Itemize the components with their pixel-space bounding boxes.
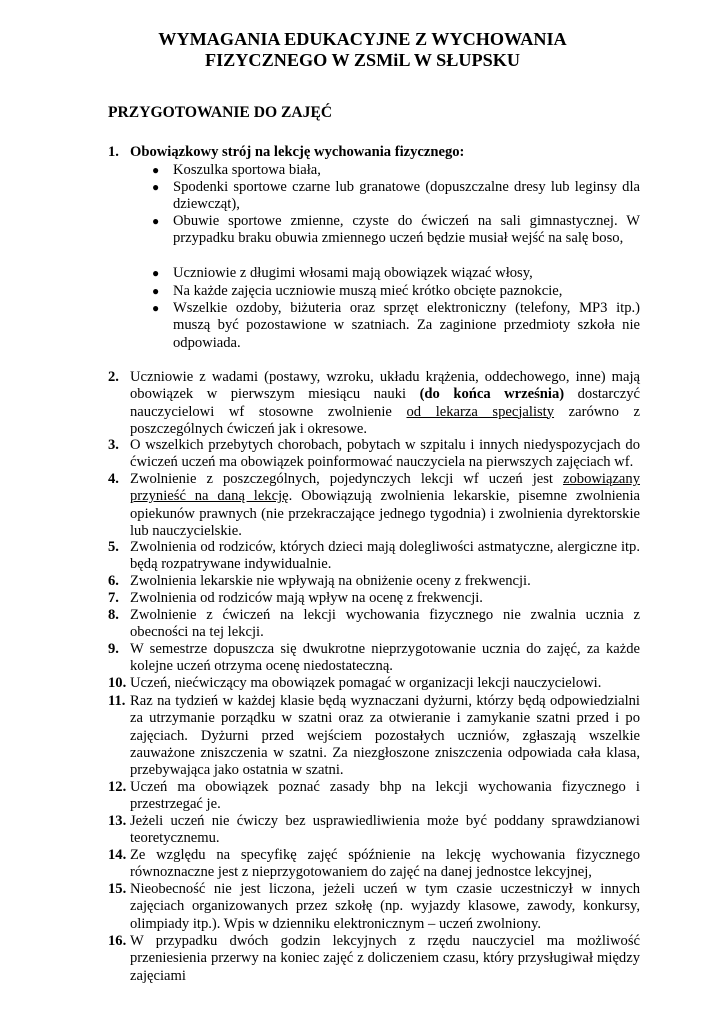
item-text: Nieobecność nie jest liczona, jeżeli uczeń w tym czasie uczestniczył w innych zajęciach organizowanych przez szkołę (np. wyjazdy klasowe, zawody, konkursy, olimpiady itp.). Wpis w dzienniku elektronicznym – uczeń zwolniony. [130,881,640,932]
item-text-part: Zwolnienie z poszczególnych, pojedynczych lekcji wf uczeń jest [130,471,563,487]
item-text: Zwolnienia lekarskie nie wpływają na obniżenie oceny z frekwencji. [130,573,531,589]
item-text: Jeżeli uczeń nie ćwiczy bez usprawiedliwienia może być poddany sprawdzianowi teoretycznemu. [130,813,640,847]
bullet-icon: ● [152,284,160,298]
item-text: Zwolnienia od rodziców, których dzieci mają dolegliwości astmatyczne, alergiczne itp. będą rozpatrywane indywidualnie. [130,539,640,573]
item-text-part: Uczniowie z wadami (postawy, wzroku, układu krążenia, oddechowego, inne) mają obowiązek w pierwszym miesiącu nauki [130,369,640,403]
item-text-bold: (do końca września) [419,386,565,403]
item-number: 14. [108,847,127,863]
bullet-icon: ● [152,301,160,315]
item-text: Uczeń ma obowiązek poznać zasady bhp na lekcji wychowania fizycznego i przestrzegać je. [130,779,640,813]
bullet-icon: ● [152,180,160,194]
item-text: Raz na tydzień w każdej klasie będą wyznaczani dyżurni, którzy będą odpowiedzialni za utrzymanie porządku w szatni oraz za otwieranie i zamykanie szatni przed i po zajęciach. Dyżurni przed wejściem pozostałych uczniów, zgłaszają wszelkie zauważone zniszczenia w szatni. Za niezgłoszone zniszczenia odpowiada cała klasa, przebywająca jako ostatnia w szatni. [130,693,640,779]
item-text: W przypadku dwóch godzin lekcyjnych z rzędu nauczyciel ma możliwość przeniesienia przerwy na koniec zajęć z doliczeniem czasu, który przysługiwał między zajęciami [130,933,640,984]
item-text-part: dostarczyć nauczycielowi wf stosowne zwolnienie [130,386,640,420]
item-number: 13. [108,813,127,829]
item-number: 11. [108,693,126,709]
item-number: 5. [108,539,119,555]
bullet-text: Koszulka sportowa biała, [173,162,321,178]
item-number: 8. [108,607,119,623]
bullet-text: Spodenki sportowe czarne lub granatowe (dopuszczalne dresy lub leginsy dla dziewcząt), [173,179,640,213]
bullet-text: Wszelkie ozdoby, biżuteria oraz sprzęt elektroniczny (telefony, MP3 itp.) muszą być pozostawione w szatniach. Za zaginione przedmioty szkoła nie odpowiada. [173,300,640,351]
item-text: Ze względu na specyfikę zajęć spóźnienie na lekcję wychowania fizycznego równoznaczne jest z nieprzygotowaniem do zajęć na danej jednostce lekcyjnej, [130,847,640,881]
item-number: 9. [108,641,119,657]
item-number: 2. [108,369,119,385]
item-number: 6. [108,573,119,589]
item-text-underlined: zobowiązany przynieść na daną lekcję [130,471,640,505]
bullet-text: Na każde zajęcia uczniowie muszą mieć krótko obcięte paznokcie, [173,283,563,299]
document-title [0,29,725,71]
bullet-text: Obuwie sportowe zmienne, czyste do ćwiczeń na sali gimnastycznej. W przypadku braku obuwia zmiennego uczeń będzie musiał wejść na salę boso, [173,213,640,247]
item-text: O wszelkich przebytych chorobach, pobytach w szpitalu i innych niedyspozycjach do ćwiczeń uczeń ma obowiązek poinformować nauczyciela na pierwszych zajęciach wf. [130,437,640,471]
bullet-icon: ● [152,214,160,228]
bullet-text: Uczniowie z długimi włosami mają obowiązek wiązać włosy, [173,265,533,281]
item-text-part: . Obowiązują zwolnienia lekarskie, pisemne zwolnienia opiekunów prawnych (nie przekraczające jednego tygodnia) i zwolnienia dyrektorskie lub nauczycielskie. [130,488,640,539]
item-text: Uczeń, niećwiczący ma obowiązek pomagać w organizacji lekcji nauczycielowi. [130,675,602,691]
item-number: 16. [108,933,127,949]
section-heading: PRZYGOTOWANIE DO ZAJĘĆ [108,104,333,121]
title-line-2: FIZYCZNEGO W ZSMiL W SŁUPSKU [204,50,520,70]
item-number: 3. [108,437,119,453]
item-number: 4. [108,471,119,487]
item-text-part: zarówno z poszczególnych ćwiczeń jak i okresowe. [130,403,640,437]
item-number: 10. [108,675,127,691]
bullet-icon: ● [152,266,160,280]
item-text: Zwolnienie z ćwiczeń na lekcji wychowania fizycznego nie zwalnia ucznia z obecności na tej lekcji. [130,607,640,641]
item-text-underlined: od lekarza specjalisty [406,403,555,420]
item-number: 1. [108,144,119,160]
item-text [130,369,640,438]
item-1-label: Obowiązkowy strój na lekcję wychowania fizycznego: [130,144,465,160]
item-number: 12. [108,779,127,795]
item-number: 7. [108,590,119,606]
item-text: W semestrze dopuszcza się dwukrotne nieprzygotowanie ucznia do zajęć, za każde kolejne uczeń otrzyma ocenę niedostateczną. [130,641,640,675]
title-line-1: WYMAGANIA EDUKACYJNE Z WYCHOWANIA [158,29,567,49]
item-text: Zwolnienia od rodziców mają wpływ na ocenę z frekwencji. [130,590,483,606]
item-number: 15. [108,881,127,897]
item-text [130,471,640,540]
bullet-icon: ● [152,163,160,177]
